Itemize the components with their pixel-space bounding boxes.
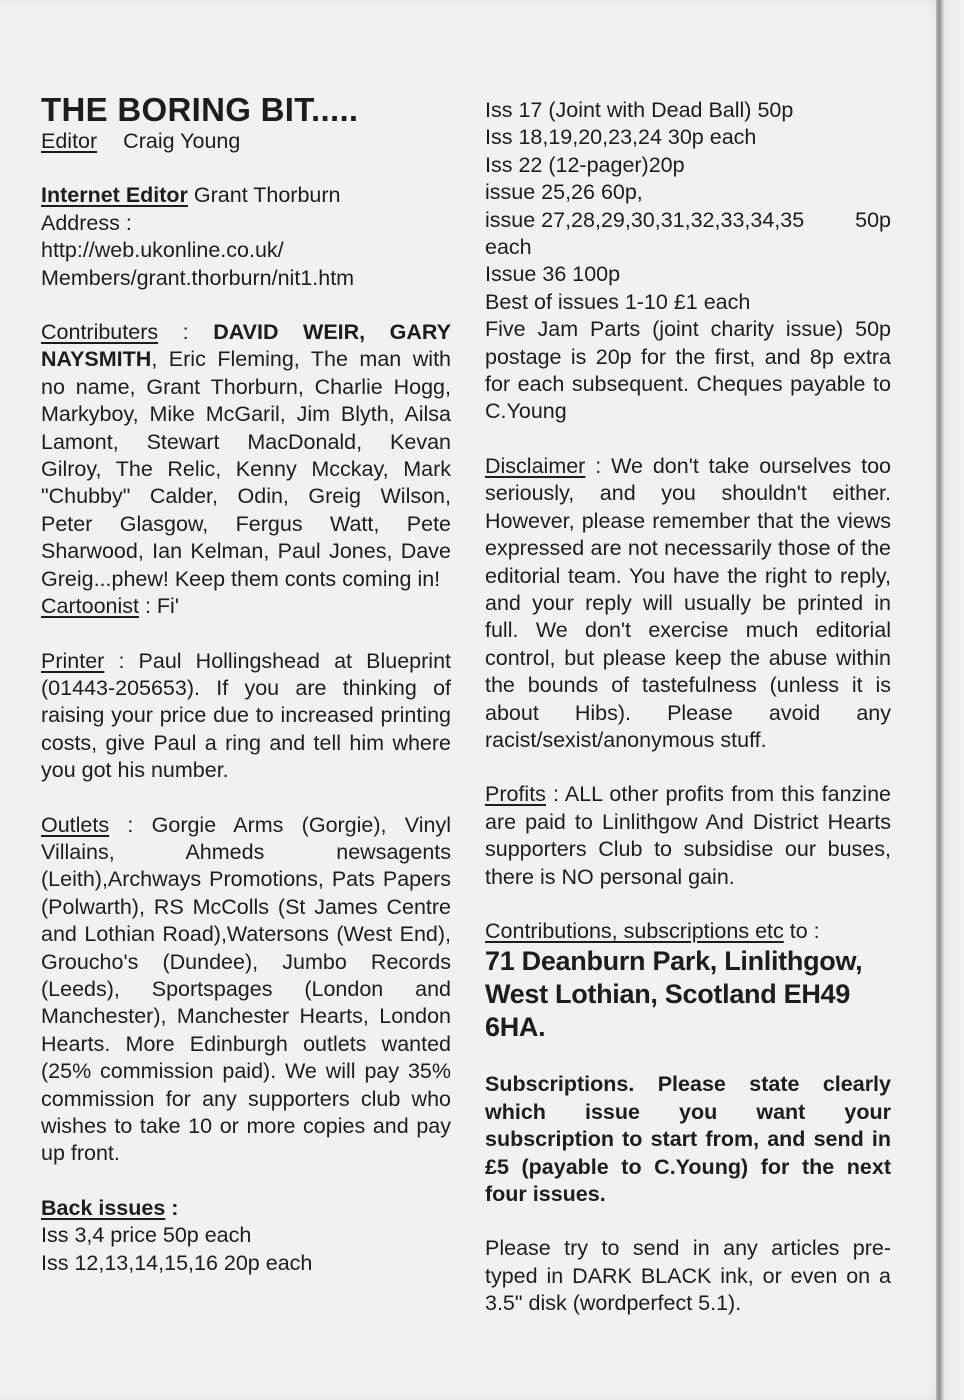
issue-27-price: 50p [855,207,891,232]
back-issue-line: Iss 3,4 price 50p each [41,1223,252,1248]
printer-label: Printer [41,648,105,673]
contributers-label: Contributers [41,320,159,345]
subscriptions-paragraph: Subscriptions. Please state clearly which issue you want your subscription to start from, and send in £5 (payable to C.Young) for the next four issues. [485,1072,891,1206]
contributions-to: to : [783,918,820,943]
disclaimer-paragraph [485,453,891,754]
printer-paragraph [41,648,451,785]
postal-address: 71 Deanburn Park, Linlithgow, West Lothian, Scotland EH49 6HA. [485,946,863,1043]
internet-editor-name: Grant Thorburn [193,183,341,208]
outlets-paragraph [41,812,451,1168]
contributers-paragraph [41,319,451,593]
left-column [41,92,451,1277]
issue-price-line: Best of issues 1-10 £1 each [485,289,751,314]
jam-parts-postage-paragraph: Five Jam Parts (joint charity issue) 50p postage is 20p for the first, and 8p extra for each subsequent. Cheques payable to C.Young [485,317,891,424]
issue-price-line: Issue 36 100p [485,262,621,287]
outlets-text: : Gorgie Arms (Gorgie), Vinyl Villains, Ahmeds newsagents (Leith),Archways Promotions, Pats Papers (Polwarth), RS McColls (St James Centre and Lothian Road),Watersons (West End), Groucho's (Dundee), Jumbo Records (Leeds), Sportspages (London and Manchester), Manchester Hearts, London Hearts. More Edinburgh outlets wanted (25% commission paid). We will pay 35% commission for any supporters club who wishes to take 10 or more copies and pay up front. [41,812,451,1166]
editor-line [41,128,451,155]
disclaimer-label: Disclaimer [485,453,586,478]
editor-name: Craig Young [123,129,241,153]
articles-paragraph: Please try to send in any articles pre-typed in DARK BLACK ink, or even on a 3.5" disk (wordperfect 5.1). [485,1236,891,1316]
internet-editor-line [41,182,451,209]
issue-price-line: Iss 18,19,20,23,24 30p each [485,125,757,150]
website-url-line-2: Members/grant.thorburn/nit1.htm [41,265,355,290]
printer-text: : Paul Hollingshead at Blueprint (01443-205653). If you are thinking of raising your price due to increased printing costs, give Paul a ring and tell him where you got his number. [41,648,451,783]
back-issue-line: Iss 12,13,14,15,16 20p each [41,1250,313,1275]
cartoonist-name: : Fi' [139,594,179,619]
profits-text: : ALL other profits from this fanzine are paid to Linlithgow And District Hearts supporters Club to subsidise our buses, there is NO personal gain. [485,782,891,889]
contributers-sep: : [158,320,214,345]
issue-price-line [485,207,891,234]
page-title: THE BORING BIT..... [41,91,359,128]
back-issues-colon: : [165,1195,179,1220]
contributers-bold-names: DAVID WEIR, GARY NAYSMITH [41,320,452,372]
right-column [485,97,891,1318]
issue-price-line: issue 25,26 60p, [485,180,643,205]
contributers-list: , Eric Fleming, The man with no name, Grant Thorburn, Charlie Hogg, Markyboy, Mike McGaril, Jim Blyth, Ailsa Lamont, Stewart MacDonald, Kevan Gilroy, The Relic, Kenny Mcckay, Mark "Chubby" Calder, Odin, Greig Wilson, Peter Glasgow, Fergus Watt, Pete Sharwood, Ian Kelman, Paul Jones, Dave Greig...phew! Keep them conts coming in! [41,347,451,591]
profits-label: Profits [485,782,546,807]
contributions-label: Contributions, subscriptions etc [485,918,784,943]
contributions-line [485,918,891,945]
cartoonist-line [41,593,451,620]
issue-price-line: Iss 22 (12-pager)20p [485,152,685,177]
website-url-line-1: http://web.ukonline.co.uk/ [41,238,284,263]
outlets-label: Outlets [41,812,110,837]
profits-paragraph [485,781,891,891]
page-binding-edge [936,0,964,1400]
back-issues-heading [41,1195,451,1222]
back-issues-label: Back issues [41,1195,166,1220]
issue-price-line: Iss 17 (Joint with Dead Ball) 50p [485,98,794,122]
issue-27-each: each [485,235,532,260]
issue-27-range: issue 27,28,29,30,31,32,33,34,35 [485,207,805,232]
disclaimer-text: : We don't take ourselves too seriously, and you shouldn't either. However, please remember that the views expressed are not necessarily those of the editorial team. You have the right to reply, and your reply will usually be printed in full. We don't exercise much editorial control, but please keep the abuse within the bounds of tastefulness (unless it is about Hibs). Please avoid any racist/sexist/anonymous stuff. [485,453,891,752]
editor-label: Editor [41,129,98,153]
cartoonist-label: Cartoonist [41,594,139,619]
internet-editor-label: Internet Editor [41,183,188,208]
address-label: Address : [41,210,132,235]
